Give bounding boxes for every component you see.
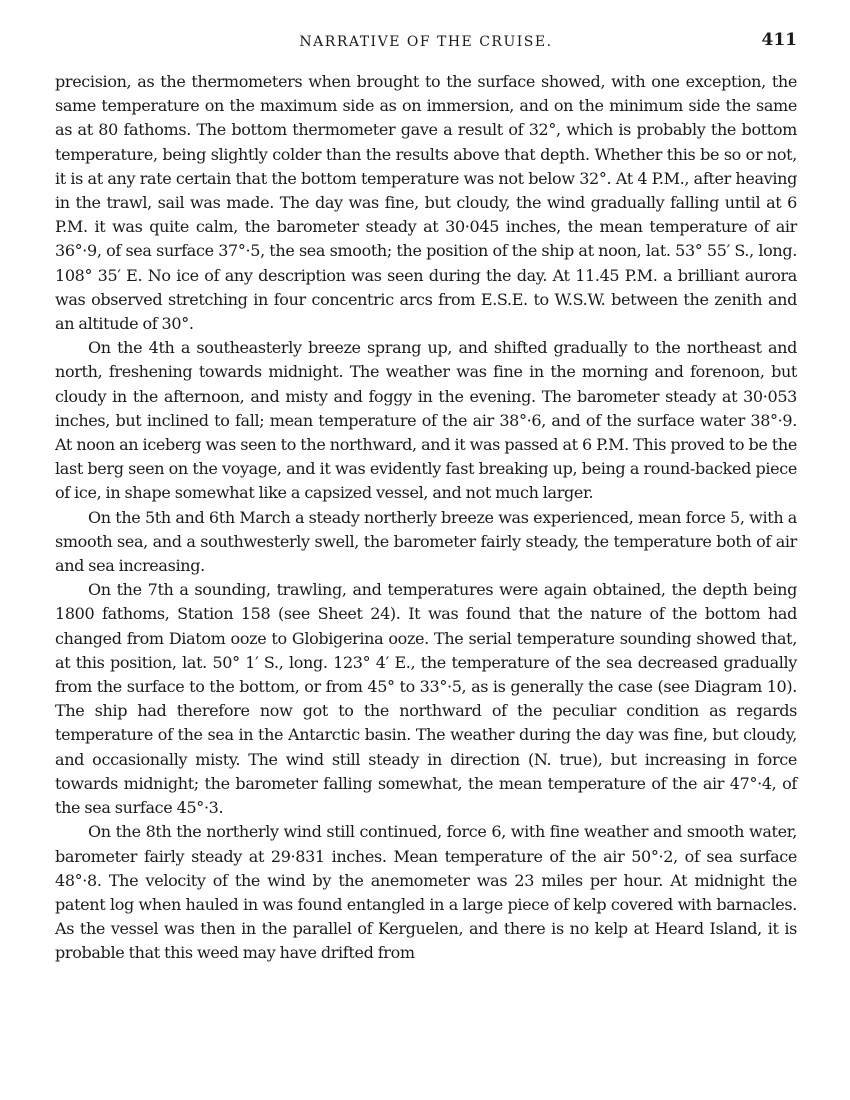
body-text [55,70,797,966]
paragraph-8th: On the 8th the northerly wind still continued, force 6, with fine weather and smooth water, barometer fairly steady at 29·831 inches. Mean temperature of the air 50°·2, of sea surface 48°·8. The velocity of the wind by the anemometer was 23 miles per hour. At midnight the patent log when hauled in was found entangled in a large piece of kelp covered with barnacles. As the vessel was then in the parallel of Kerguelen, and there is no kelp at Heard Island, it is probable that this weed may have drifted from [55,822,797,963]
running-title: NARRATIVE OF THE CRUISE. [299,34,553,50]
book-page [55,30,797,966]
page-header [55,30,797,62]
paragraph-4th: On the 4th a southeasterly breeze sprang up, and shifted gradually to the northeast and north, freshening towards midnight. The weather was fine in the morning and forenoon, but cloudy in the afternoon, and misty and foggy in the evening. The barometer steady at 30·053 inches, but inclined to fall; mean temperature of the air 38°·6, and of the surface water 38°·9. At noon an iceberg was seen to the northward, and it was passed at 6 P.M. This proved to be the last berg seen on the voyage, and it was evidently fast breaking up, being a round-backed piece of ice, in shape somewhat like a capsized vessel, and not much larger. [55,338,797,503]
paragraph-5th-6th: On the 5th and 6th March a steady northerly breeze was experienced, mean force 5, with a smooth sea, and a southwesterly swell, the barometer fairly steady, the temperature both of air and sea increasing. [55,507,797,576]
paragraph-continuation: precision, as the thermometers when brought to the surface showed, with one exception, the same temperature on the maximum side as on immersion, and on the minimum side the same as at 80 fathoms. The bottom thermometer gave a result of 32°, which is probably the bottom temperature, being slightly colder than the results above that depth. Whether this be so or not, it is at any rate certain that the bottom temperature was not below 32°. At 4 P.M., after heaving in the trawl, sail was made. The day was fine, but cloudy, the wind gradually falling until at 6 P.M. it was quite calm, the barometer steady at 30·045 inches, the mean temperature of air 36°·9, of sea surface 37°·5, the sea smooth; the position of the ship at noon, lat. 53° 55′ S., long. 108° 35′ E. No ice of any description was seen during the day. At 11.45 P.M. a brilliant aurora was observed stretching in four concentric arcs from E.S.E. to W.S.W. between the zenith and an altitude of 30°. [55,72,797,334]
page-number: 411 [761,30,797,50]
paragraph-7th: On the 7th a sounding, trawling, and temperatures were again obtained, the depth being 1800 fathoms, Station 158 (see Sheet 24). It was found that the nature of the bottom had changed from Diatom ooze to Globigerina ooze. The serial temperature sounding showed that, at this position, lat. 50° 1′ S., long. 123° 4′ E., the temperature of the sea decreased gradually from the surface to the bottom, or from 45° to 33°·5, as is generally the case (see Diagram 10). The ship had therefore now got to the northward of the peculiar condition as regards temperature of the sea in the Antarctic basin. The weather during the day was fine, but cloudy, and occasionally misty. The wind still steady in direction (N. true), but increasing in force towards midnight; the barometer falling somewhat, the mean temperature of the air 47°·4, of the sea surface 45°·3. [55,580,797,818]
